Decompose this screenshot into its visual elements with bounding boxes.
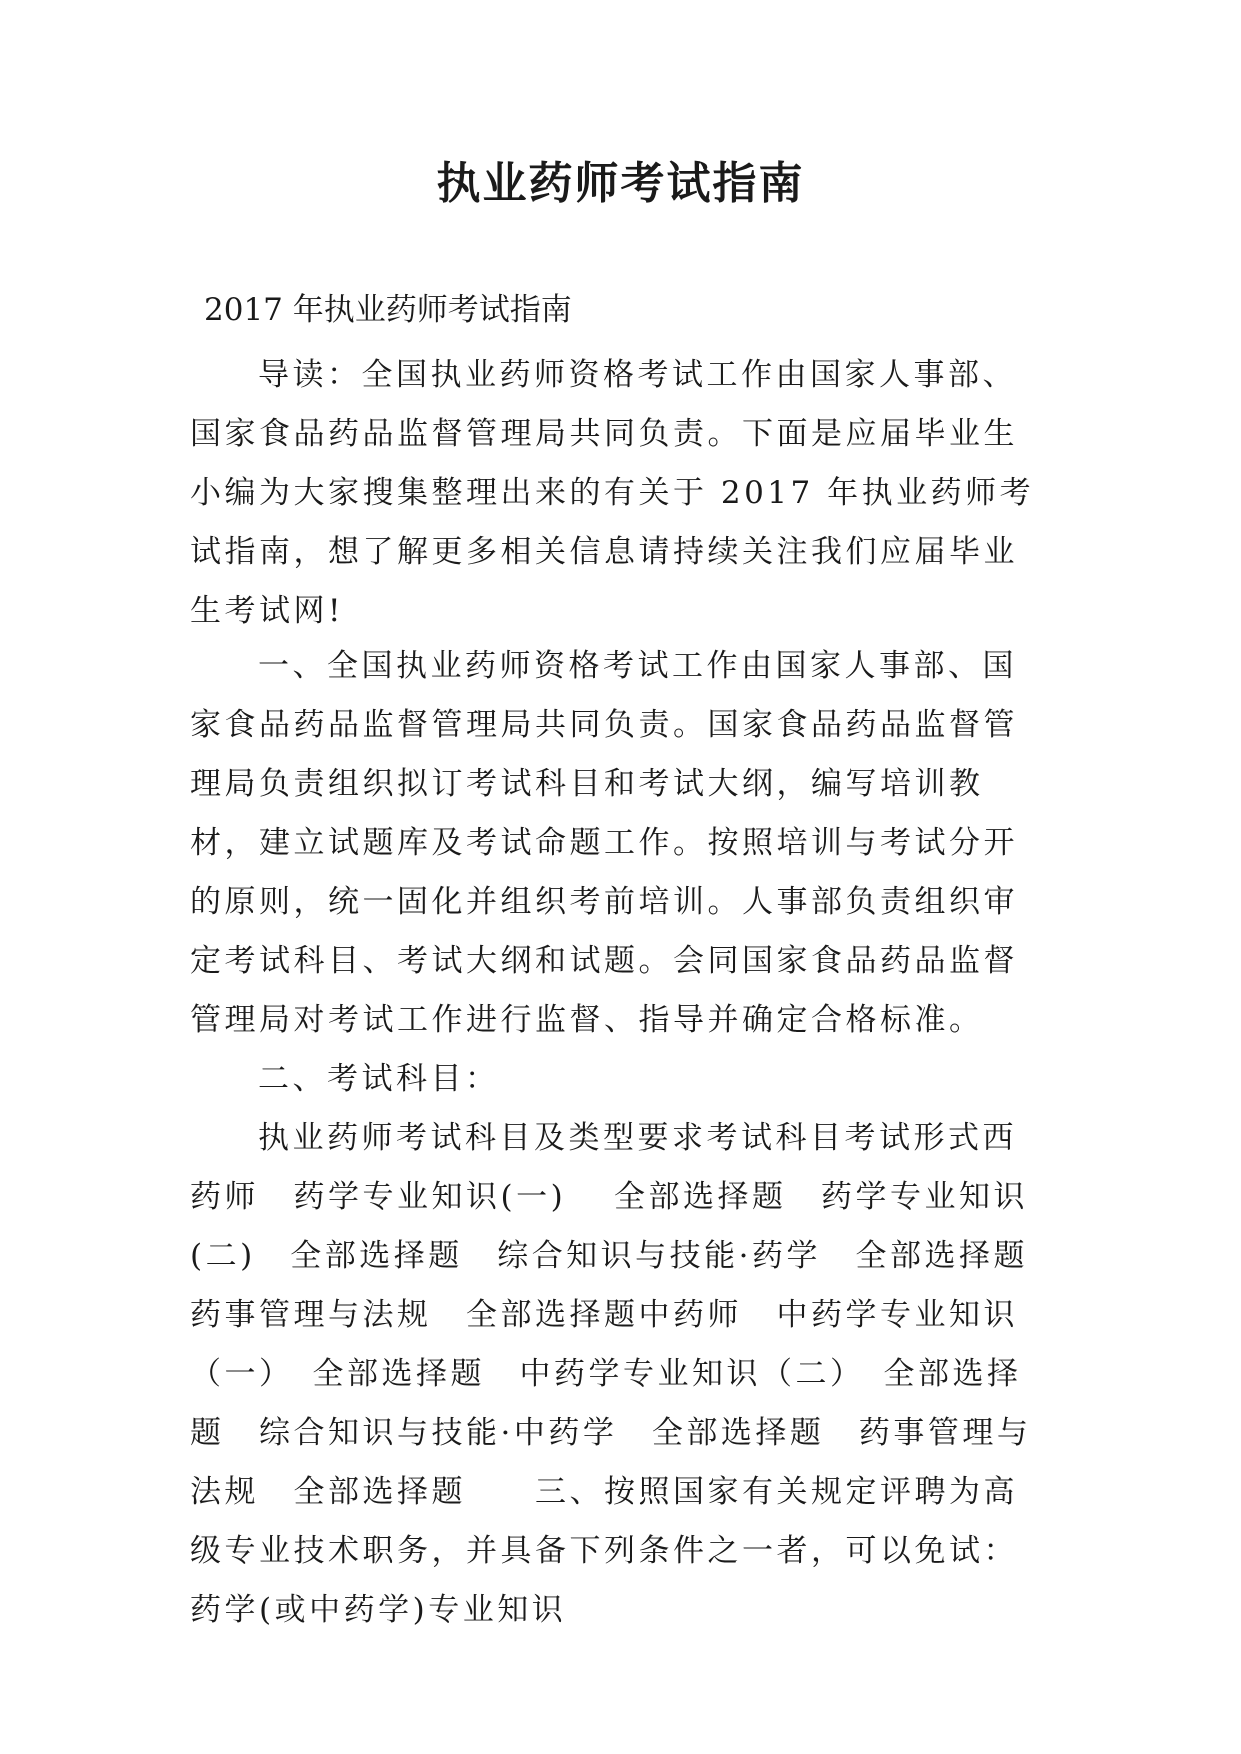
paragraph-organization: 一、全国执业药师资格考试工作由国家人事部、国家食品药品监督管理局共同负责。国家食品药品监督管理局负责组织拟订考试科目和考试大纲，编写培训教材，建立试题库及考试命题工作。按照培训与考试分开的原则，统一固化并组织考前培训。人事部负责组织审定考试科目、考试大纲和试题。会同国家食品药品监督管理局对考试工作进行监督、指导并确定合格标准。 (190, 648, 1018, 1038)
document-subtitle: 2017 年执业药师考试指南 (204, 292, 572, 328)
paragraph-subjects-heading: 二、考试科目： (258, 1061, 500, 1097)
intro-paragraph: 导读：全国执业药师资格考试工作由国家人事部、国家食品药品监督管理局共同负责。下面是应届毕业生小编为大家搜集整理出来的有关于 2017 年执业药师考试指南，想了解更多相关信息请持续关注我们应届毕业生考试网! (190, 357, 1035, 629)
document-title: 执业药师考试指南 (436, 158, 805, 209)
main-content (190, 637, 1063, 1640)
paragraph-subjects-list: 执业药师考试科目及类型要求考试科目考试形式西药师 药学专业知识(一) 全部选择题 药学专业知识(二) 全部选择题 综合知识与技能·药学 全部选择题 药事管理与法规 全部选择题中药师 中药学专业知识（一） 全部选择题 中药学专业知识（二） 全部选择题 综合知识与技能·中药学 全部选择题 药事管理与法规 全部选择题 三、按照国家有关规定评聘为高级专业技术职务，并具备下列条件之一者，可以免试：药学(或中药学)专业知识 (190, 1120, 1063, 1628)
